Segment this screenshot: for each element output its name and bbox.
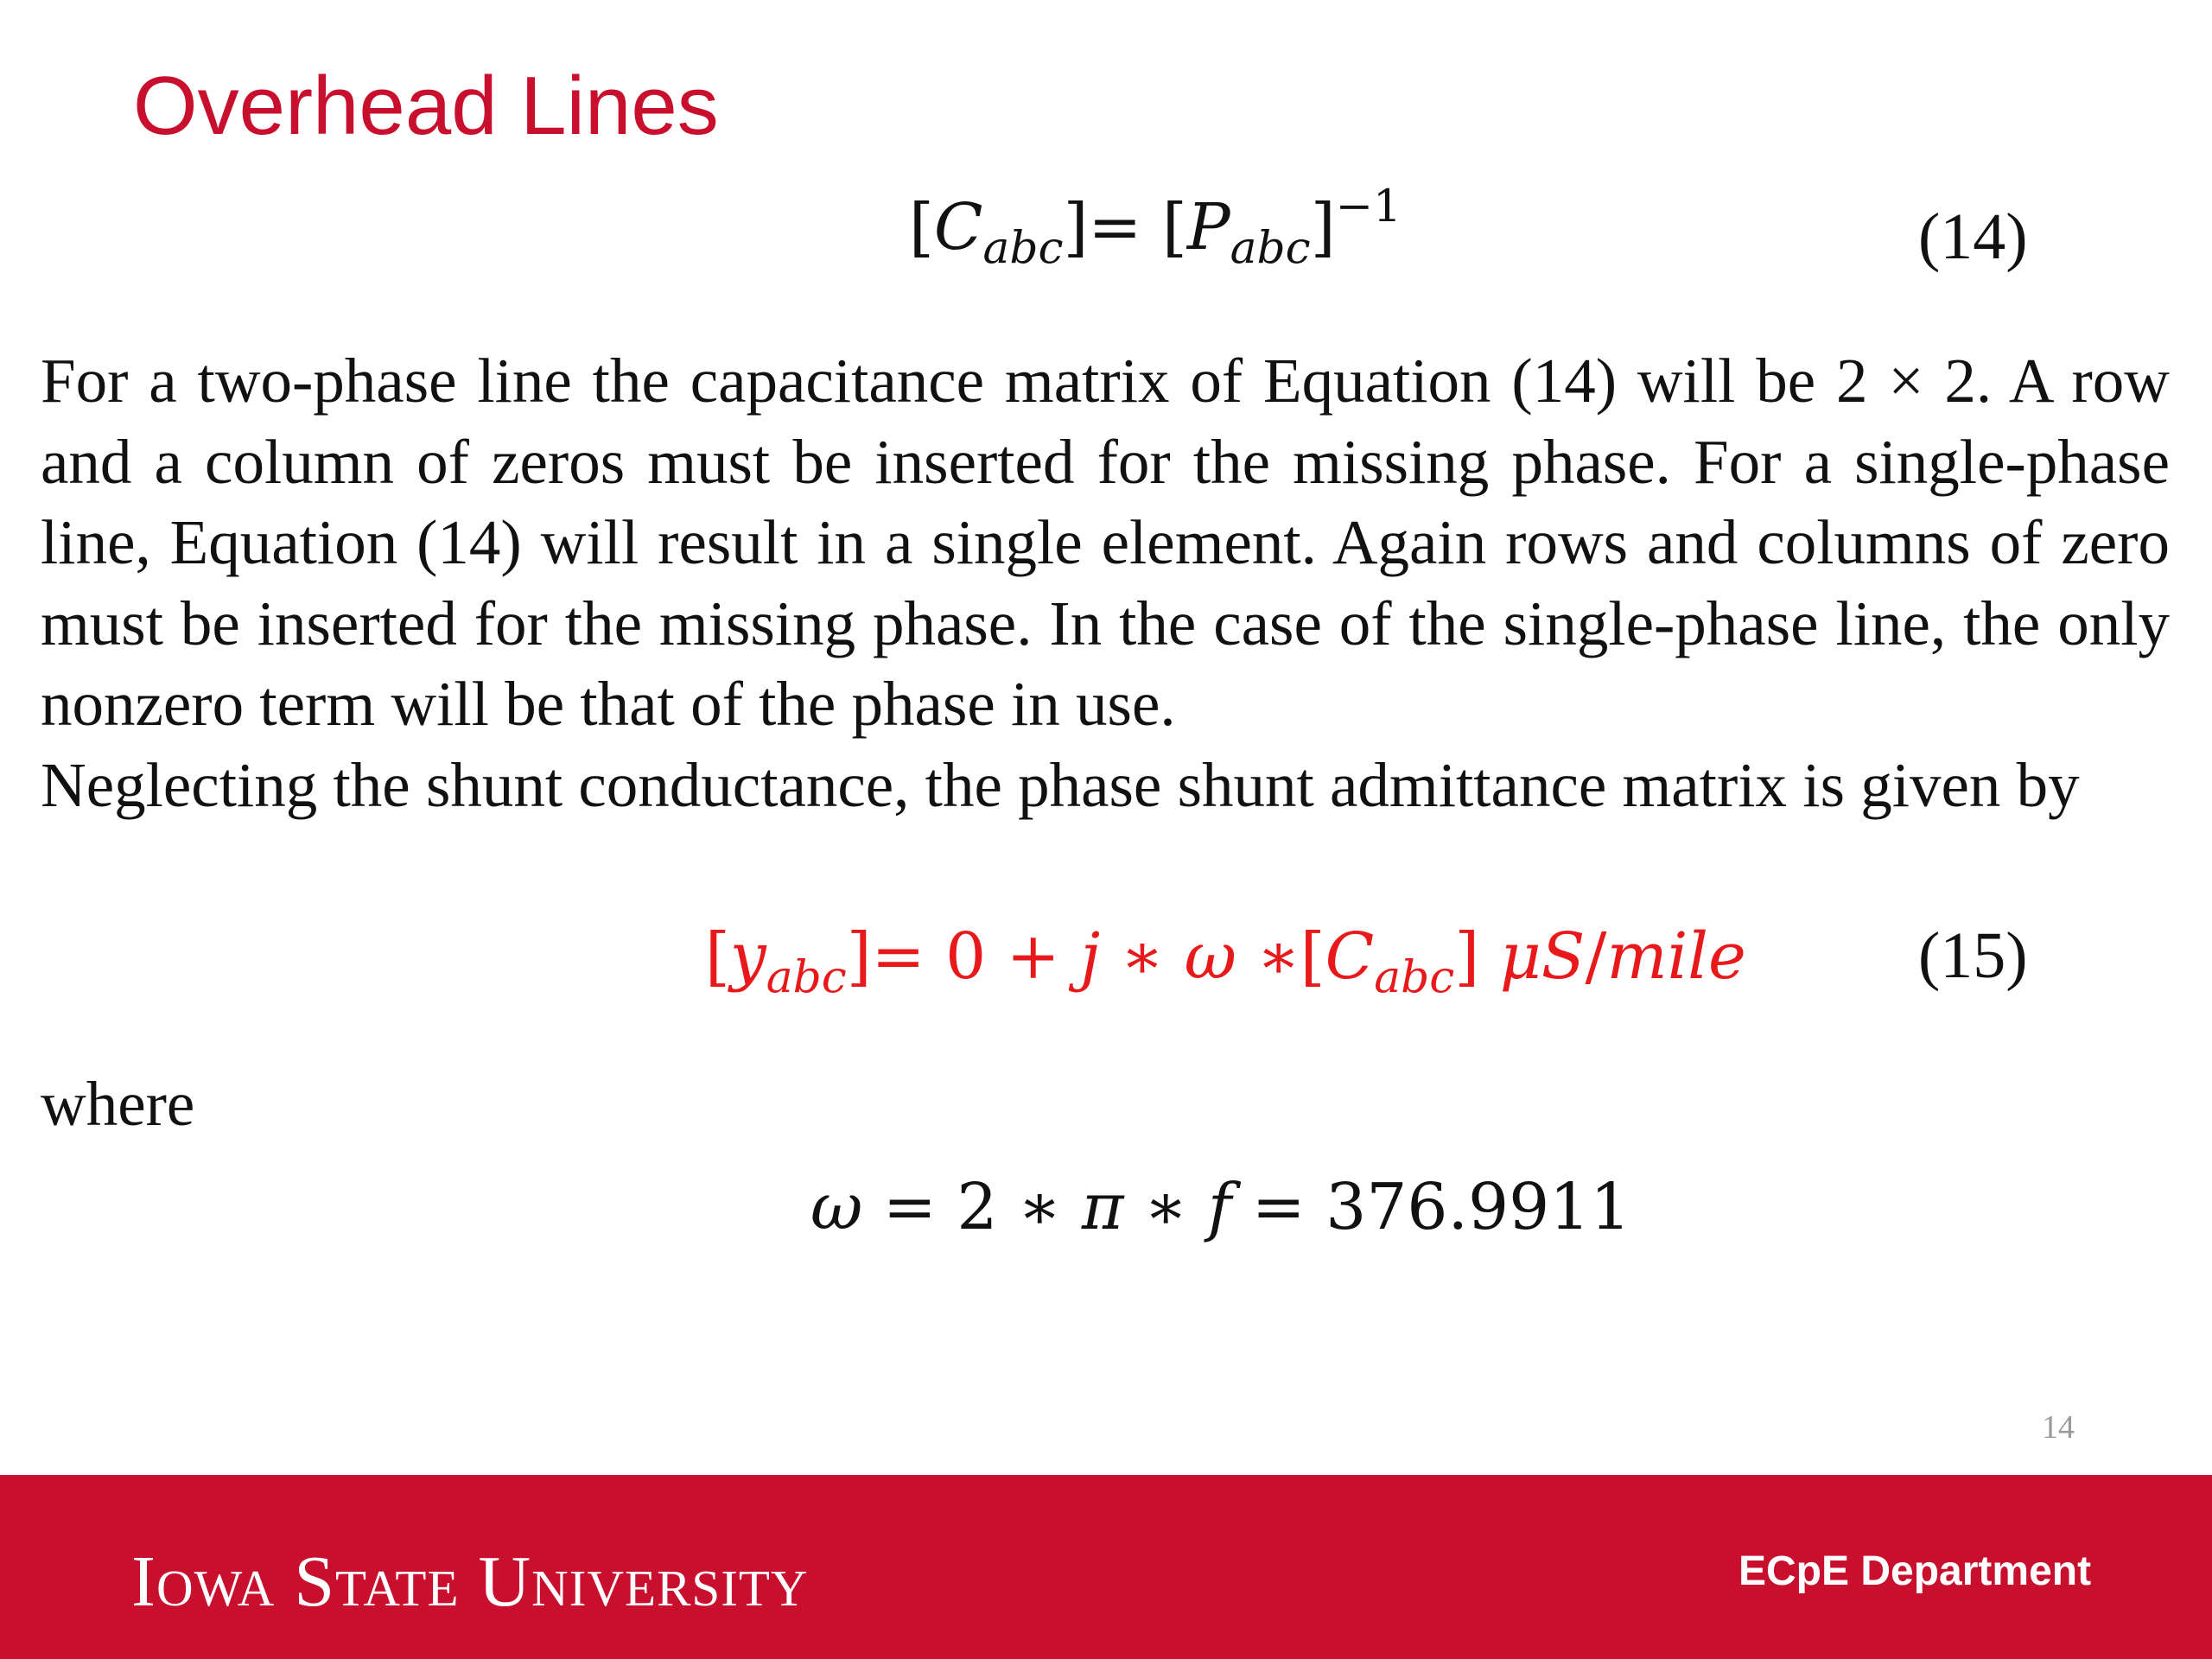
university-name: Iowa State University <box>131 1541 809 1622</box>
equation-omega: ω = 2 ∗ π ∗ f = 376.9911 <box>810 1170 1631 1244</box>
equation-15: $[y_{abc}]= 0 + j$ ∗ ω $∗[C_{abc}]$ μS/mile <box>705 919 1746 1004</box>
equation-14-number: (14) <box>1918 200 2028 273</box>
paragraph-shunt-admittance: Neglecting the shunt conductance, the phase shunt admittance matrix is given by <box>41 750 2080 820</box>
university-wordmark <box>131 1540 809 1624</box>
slide-number: 14 <box>2042 1409 2075 1446</box>
equation-14: $[C_{abc}]= [P_{abc}]^{-1}$ <box>909 180 1402 275</box>
department-label: ECpE Department <box>1738 1548 2092 1594</box>
slide-title: Overhead Lines <box>133 60 719 152</box>
footer-bar <box>0 1475 2212 1659</box>
equation-15-number: (15) <box>1918 919 2028 992</box>
paragraph-capacitance-matrix: For a two-phase line the capacitance matrix of Equation (14) will be 2 × 2. A row and a column of zeros must be inserted for the missing phase. For a single-phase line, Equation (14) will result in a single element. Again rows and columns of zero must be inserted for the missing phase. In the case of the single-phase line, the only nonzero term will be that of the phase in use. <box>41 346 2170 739</box>
where-label: where <box>41 1069 195 1139</box>
